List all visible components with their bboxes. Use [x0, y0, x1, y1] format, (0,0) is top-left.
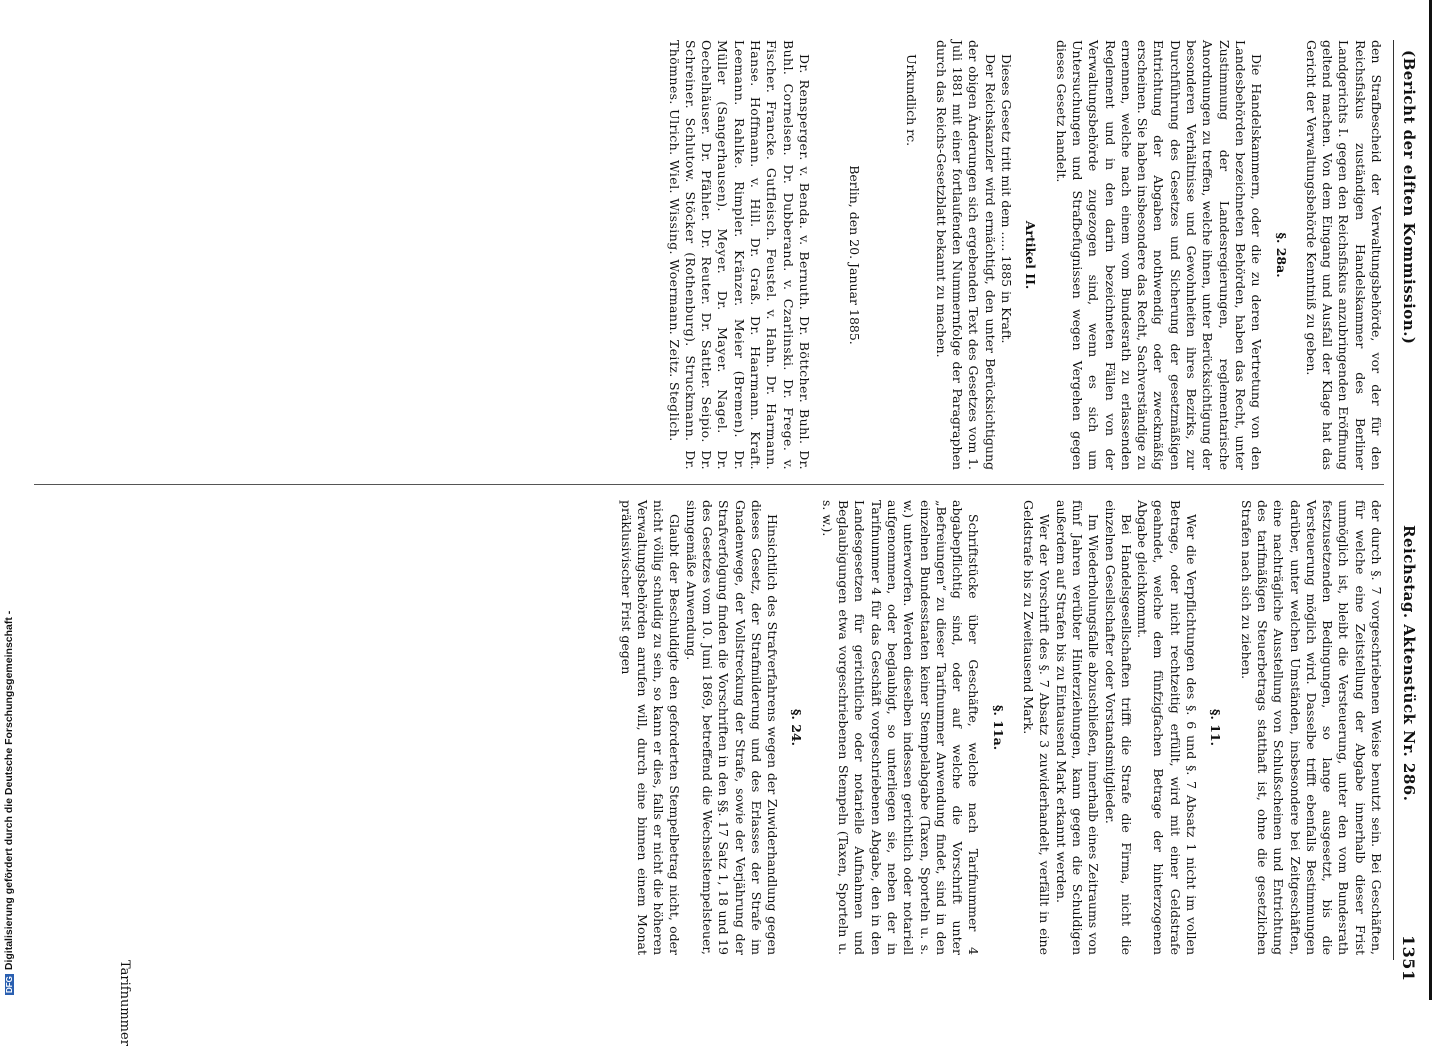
paragraph: Hinsichtlich des Strafverfahrens wegen der Zuwiderhandlung gegen dieses Gesetz, der Strafmilderung und des Erlasses der Strafe im Gnadenwege, der Vollstreckung der Strafe, sowie der Verjährung der Strafverfolgung finden die Vorschriften in den §§. 17 Satz 1, 18 und 19 des Gesetzes vom 10. Juni 1869, betreffend die Wechselstempelsteuer, sinngemäße Anwendung.: [683, 500, 781, 955]
paragraph: Wer die Verpflichtungen des §. 6 und §. 7 Absatz 1 nicht im vollen Betrage, oder nicht rechtzeitig erfüllt, wird mit einer Geldstrafe geahndet, welche dem fünfzigfachen Betrage der hinterzogenen Abgabe gleichkommt.: [1135, 500, 1200, 955]
right-column: [665, 40, 1384, 470]
paragraph: Der Reichskanzler wird ermächtigt, den unter Berücksichtigung der obigen Änderungen sich ergebenden Text des Gesetzes vom 1. Juli 1881 mit einer fortlaufenden Nummernfolge der Paragraphen durch das Reichs-Gesetzblatt bekannt zu machen.: [933, 40, 998, 470]
header-right-title: (Bericht der elften Kommission.): [1400, 50, 1418, 345]
section-heading: §. 28a.: [1273, 232, 1289, 278]
header-left-title: Reichstag. Aktenstück Nr. 286.: [1400, 525, 1418, 802]
paragraph: den Strafbescheid der Verwaltungsbehörde, vor der für den Reichsfiskus zuständigen Handelskammer des Berliner Landgerichts I. gegen den Reichsfiskus anzubringenden Eröffnung geltend machen. Von dem Eingang und Ausfall der Klage hat das Gericht der Verwaltungsbehörde Kenntniß zu geben.: [1303, 40, 1384, 470]
paragraph: Schriftstücke über Geschäfte, welche nach Tarifnummer 4 abgabepflichtig sind, oder auf welche die Vorschrift unter „Befreiungen“ zu dieser Tarifnummer Anwendung findet, sind in den einzelnen Bundesstaaten keiner Stempelabgabe (Taxen, Sporteln u. s. w.) unterworfen. Werden dieselben indessen gerichtlich oder notariell aufgenommen, oder beglaubigt, so unterliegen sie, neben der in Tarifnummer 4 für das Geschäft vorgeschriebenen Abgabe, den in den Landesgesetzen für gerichtliche oder notarielle Aufnahmen und Beglaubigungen etwa vorgeschriebenen Stempeln (Taxen, Sporteln u. s. w.).: [819, 500, 982, 955]
paragraph: der durch §. 7 vorgeschriebenen Weise benutzt sein. Bei Geschäften, für welche eine Zeitstellung der Abgabe innerhalb dieser Frist unmöglich ist, bleibt die Versteuerung, unter den vom Bundesrath festzusetzenden Bedingungen, so lange ausgesetzt, bis die Versteuerung möglich wird. Dasselbe trifft ebenfalls Bestimmungen darüber, unter welchen Umständen, insbesondere bei Zeitgeschäften, eine nachträgliche Ausstellung von Schlußscheinen und Entrichtung des tarifmäßigen Steuerbetrags statthaft ist, ohne die gesetzlichen Strafen nach sich zu ziehen.: [1238, 500, 1384, 955]
header-rule: [1393, 40, 1394, 960]
signatories: Dr. Rensperger. v. Benda. v. Bernuth. Dr. Böttcher. Buhl. Dr. Buhl. Cornelsen. Dr. Dubberand. v. Czarlinski. Dr. Frege. v. Fischer. Francke. Gutfleisch. Feustel. v. Hahn. Dr. Harmann. Hanse. Hoffmann. v. Hill. Dr. Graß. Dr. Haarmann. Kraft. Leemann. Rahlke. Rimpler. Kränzer. Meier (Bremen). Dr. Müller (Sangerhausen). Meyer. Dr. Mayer. Nagel. Dr. Oechelhäuser. Dr. Pfähler. Dr. Reuter. Dr. Sattler. Seipio. Dr. Schreiner. Schlutow. Stöcker (Rothenburg). Struckmann. Dr. Thömnes. Ulrich. Wiel. Wissing. Woermann. Zeitz. Steglich.: [666, 40, 812, 470]
section-heading: §. 11a.: [990, 704, 1006, 751]
paragraph: Dieses Gesetz tritt mit dem ..... 1885 in Kraft.: [999, 54, 1015, 344]
paragraph: Wer der Vorschrift des §. 7 Absatz 3 zuwiderhandelt, verfällt in eine Geldstrafe bis zu Zweitausend Mark.: [1021, 500, 1053, 955]
left-column: [617, 500, 1384, 955]
column-divider: [34, 484, 1384, 485]
section-heading: §. 11.: [1208, 709, 1224, 746]
article-heading: Artikel II.: [1023, 220, 1039, 290]
digitization-note-text: Digitalisierung gefördert durch die Deutsche Forschungsgemeinschaft -: [3, 610, 15, 971]
footer-catchword: Tarifnummer: [117, 960, 132, 1046]
paragraph: Im Wiederholungsfalle abzuschließen, innerhalb eines Zeitraums von fünf Jahren verübter Hinterziehungen, kann gegen die Schuldigen außerdem auf Strafen bis zu Eintausend Mark erkannt werden.: [1053, 500, 1102, 955]
date-line: Berlin, den 20. Januar 1885.: [847, 165, 863, 345]
paragraph: Glaubt der Beschuldigte den geforderten Stempelbetrag nicht, oder nicht völlig schuldig zu sein, so kann er dies, falls er nicht die höheren Verwaltungsbehörden anrufen will, durch eine binnen einem Monat präklusivischer Frist gegen: [618, 500, 683, 955]
paragraph: Die Handelskammern, oder die zu deren Vertretung von den Landesbehörden bezeichneten Behörden, haben das Recht, unter Zustimmung der Landesregierungen, reglementarische Anordnungen zu treffen, welche ihnen, unter Berücksichtigung der besonderen Verhältnisse und Gewohnheiten ihres Bezirks, zur Durchführung des Gesetzes und Sicherung der gesetzmäßigen Entrichtung der Abgaben nothwendig oder zweckmäßig erscheinen. Sie haben insbesondere das Recht, Sachverständige zu ernennen, welche nach einem vom Bundesrath zu erlassenden Reglement und in den darin bezeichneten Fällen von der Verwaltungsbehörde zugezogen sind, wenn es sich um Untersuchungen und Strafbefugnissen wegen Vergehen gegen dieses Gesetz handelt.: [1053, 40, 1265, 470]
closing-formula: Urkundlich rc.: [903, 54, 919, 147]
paragraph: Bei Handelsgesellschaften trifft die Strafe die Firma, nicht die einzelnen Gesellschafter oder Vorstandsmitglieder.: [1102, 500, 1134, 955]
dfg-logo-icon: DFG: [5, 976, 14, 993]
section-heading: §. 24.: [789, 709, 805, 746]
page-number: 1351: [1399, 935, 1418, 982]
